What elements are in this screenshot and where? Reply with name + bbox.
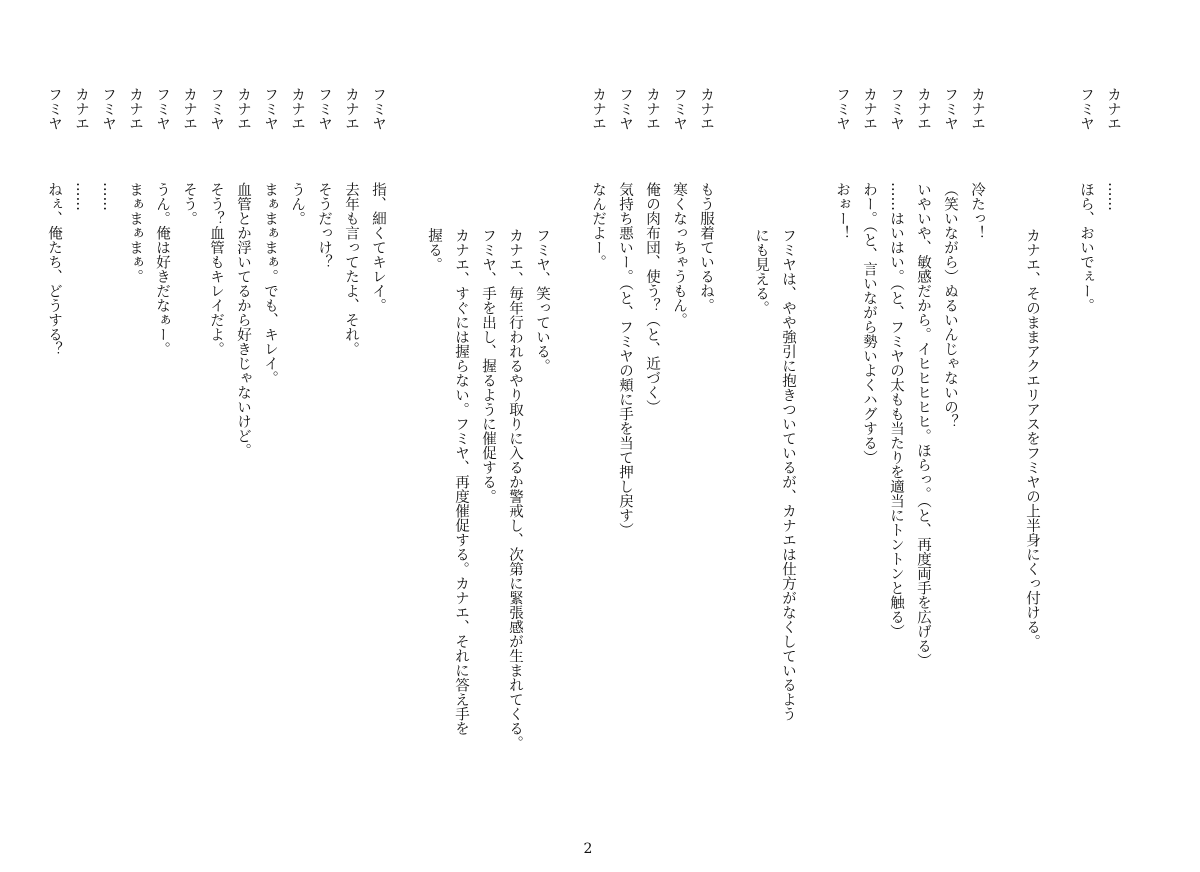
speaker-name: フミヤ bbox=[671, 87, 687, 131]
speaker-name: フミヤ bbox=[834, 87, 850, 131]
speaker-name: カナエ bbox=[289, 87, 305, 131]
speaker-name: フミヤ bbox=[942, 87, 958, 131]
dialogue-text: …… bbox=[1105, 182, 1121, 211]
dialogue-text: いやいや、敏感だから。イヒヒヒヒヒ。ほらっ。（と、再度両手を広げる） bbox=[915, 182, 931, 668]
dialogue-text: まぁまぁまぁ。でも、キレイ。 bbox=[262, 182, 278, 385]
speaker-name: カナエ bbox=[915, 87, 931, 131]
dialogue-text: 去年も言ってたよ、それ。 bbox=[343, 182, 359, 356]
direction-text: フミヤは、やや強引に抱きついているが、カナエは仕方がなくしているよう bbox=[780, 228, 796, 721]
speaker-name: フミヤ bbox=[208, 87, 224, 131]
dialogue-text: なんだよー。 bbox=[590, 182, 606, 269]
dialogue-text: まぁまぁまぁ。 bbox=[127, 182, 143, 284]
dialogue-text: 指、細くてキレイ。 bbox=[370, 182, 386, 313]
speaker-name: フミヤ bbox=[617, 87, 633, 131]
speaker-name: フミヤ bbox=[46, 87, 62, 131]
direction-text: フミヤ、笑っている。 bbox=[534, 228, 550, 373]
direction-text: カナエ、毎年行われるやり取りに入るか警戒し、次第に緊張感が生まれてくる。 bbox=[507, 228, 523, 750]
speaker-name: フミヤ bbox=[370, 87, 386, 131]
dialogue-text: おぉー！ bbox=[834, 182, 850, 240]
direction-text: にも見える。 bbox=[753, 228, 769, 315]
dialogue-text: （笑いながら）ぬるいんじゃないの？ bbox=[942, 182, 958, 429]
dialogue-text: うん。俺は好きだなぁー。 bbox=[154, 182, 170, 356]
dialogue-text: 冷たっ！ bbox=[969, 182, 985, 240]
dialogue-text: ねぇ、俺たち、どうする？ bbox=[46, 182, 62, 356]
speaker-name: フミヤ bbox=[888, 87, 904, 131]
direction-text: フミヤ、手を出し、握るように催促する。 bbox=[480, 228, 496, 504]
dialogue-text: うん。 bbox=[289, 182, 305, 226]
dialogue-text: …… bbox=[73, 182, 89, 211]
dialogue-text: 寒くなっちゃうもん。 bbox=[671, 182, 687, 327]
direction-text: 握る。 bbox=[426, 228, 442, 272]
dialogue-text: もう服着ているね。 bbox=[698, 182, 714, 313]
speaker-name: カナエ bbox=[861, 87, 877, 131]
speaker-name: カナエ bbox=[644, 87, 660, 131]
speaker-name: カナエ bbox=[698, 87, 714, 131]
speaker-name: フミヤ bbox=[154, 87, 170, 131]
dialogue-text: ……はいはい。（と、フミヤの太もも当たりを適当にトントンと触る） bbox=[888, 182, 904, 639]
speaker-name: カナエ bbox=[1105, 87, 1121, 131]
speaker-name: フミヤ bbox=[1078, 87, 1094, 131]
page-number: 2 bbox=[583, 841, 593, 857]
direction-text: カナエ、すぐには握らない。フミヤ、再度催促する。カナエ、それに答え手を bbox=[453, 228, 469, 736]
speaker-name: フミヤ bbox=[262, 87, 278, 131]
speaker-name: カナエ bbox=[969, 87, 985, 131]
speaker-name: フミヤ bbox=[100, 87, 116, 131]
dialogue-text: わー。（と、言いながら勢いよくハグする） bbox=[861, 182, 877, 465]
speaker-name: カナエ bbox=[73, 87, 89, 131]
dialogue-text: ほら、おいでぇー。 bbox=[1078, 182, 1094, 313]
speaker-name: カナエ bbox=[343, 87, 359, 131]
dialogue-text: そうだっけ？ bbox=[316, 182, 332, 269]
dialogue-text: 血管とか浮いてるから好きじゃないけど。 bbox=[235, 182, 251, 458]
dialogue-text: そう？血管もキレイだよ。 bbox=[208, 182, 224, 356]
dialogue-text: 気持ち悪いー。（と、フミヤの頬に手を当て押し戻す） bbox=[617, 182, 633, 538]
dialogue-text: 俺の肉布団、使う？（と、近づく） bbox=[644, 182, 660, 414]
dialogue-text: …… bbox=[100, 182, 116, 211]
speaker-name: カナエ bbox=[590, 87, 606, 131]
speaker-name: カナエ bbox=[235, 87, 251, 131]
speaker-name: フミヤ bbox=[316, 87, 332, 131]
direction-text: カナエ、そのままアクエリアスをフミヤの上半身にくっ付ける。 bbox=[1024, 228, 1040, 649]
speaker-name: カナエ bbox=[181, 87, 197, 131]
dialogue-text: そう。 bbox=[181, 182, 197, 226]
speaker-name: カナエ bbox=[127, 87, 143, 131]
